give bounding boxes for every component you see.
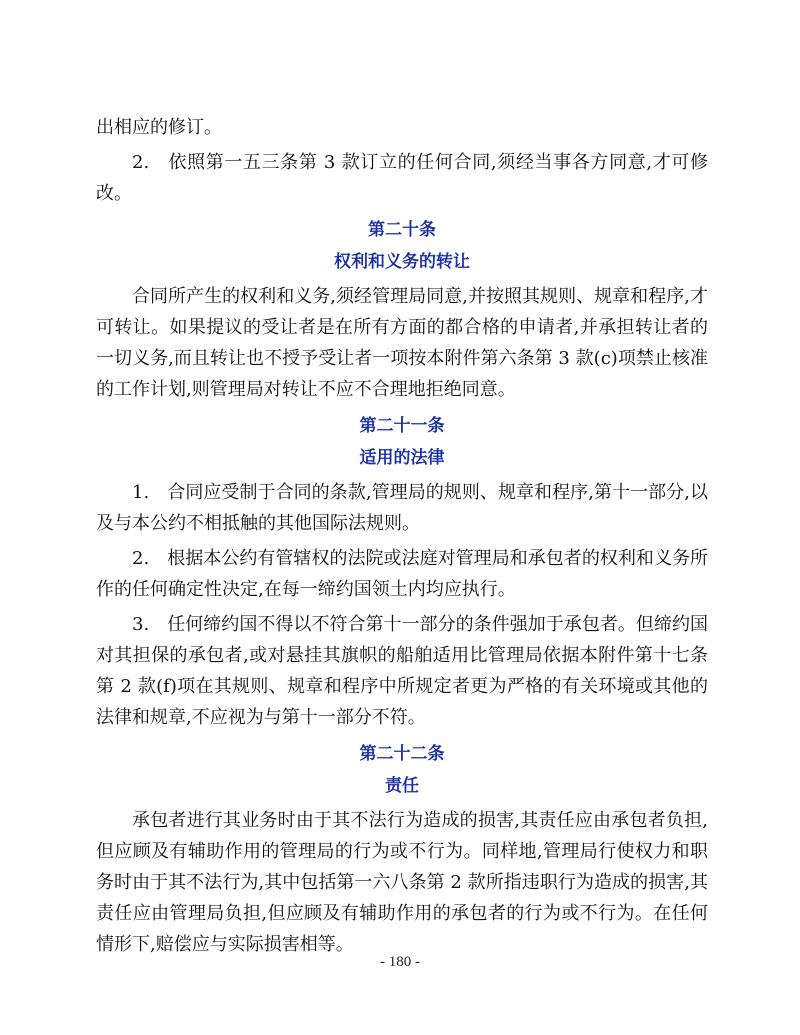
article-22-title: 责任 (385, 776, 419, 796)
article-21-paragraph-3: 3. 任何缔约国不得以不符合第十一部分的条件强加于承包者。但缔约国对其担保的承包者,或对悬挂其旗帜的船舶适用比管理局依据本附件第十七条第 2 款(f)项在其规则、规章和程序中所规定者更为严格的有关环境或其他的法律和规章,不应视为与第十一部分不符。 (96, 614, 708, 728)
continuation-text: 出相应的修订。 (96, 117, 222, 138)
article-20-body: 合同所产生的权利和义务,须经管理局同意,并按照其规则、规章和程序,才可转让。如果提议的受让者是在所有方面的都合格的申请者,并承担转让者的一切义务,而且转让也不授予受让者一项按本附件第六条第 3 款(c)项禁止核准的工作计划,则管理局对转让不应不合理地拒绝同意。 (96, 286, 708, 400)
document-body (96, 112, 708, 960)
page-number: - 180 - (380, 954, 420, 970)
article-21-heading: 第二十一条 (359, 416, 445, 436)
article-21-paragraph-2: 2. 根据本公约有管辖权的法院或法庭对管理局和承包者的权利和义务所作的任何确定性决定,在每一缔约国领土内均应执行。 (96, 548, 708, 600)
article-21-paragraph-1: 1. 合同应受制于合同的条款,管理局的规则、规章和程序,第十一部分,以及与本公约不相抵触的其他国际法规则。 (96, 482, 708, 534)
article-20-paragraph-2: 2. 依照第一五三条第 3 款订立的任何合同,须经当事各方同意,才可修改。 (96, 152, 708, 204)
article-20-heading: 第二十条 (368, 220, 436, 240)
article-22-body: 承包者进行其业务时由于其不法行为造成的损害,其责任应由承包者负担,但应顾及有辅助作用的管理局的行为或不行为。同样地,管理局行使权力和职务时由于其不法行为,其中包括第一六八条第 2 款所指违职行为造成的损害,其责任应由管理局负担,但应顾及有辅助作用的承包者的行为或不行为。在任何情形下,赔偿应与实际损害相等。 (96, 810, 708, 955)
article-22-heading: 第二十二条 (359, 744, 445, 764)
article-20-title: 权利和义务的转让 (334, 252, 470, 272)
article-21-title: 适用的法律 (359, 448, 445, 468)
